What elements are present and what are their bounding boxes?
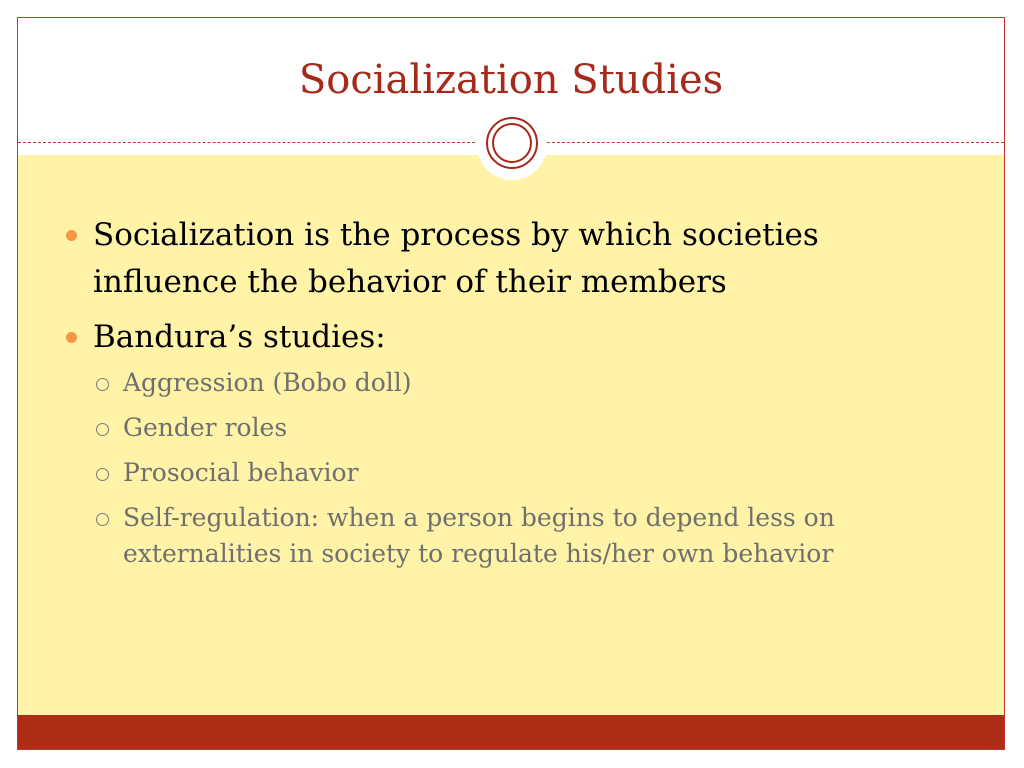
bullet-list	[63, 212, 943, 581]
hollow-circle-bullet-icon	[96, 423, 109, 436]
double-ring-ornament-icon	[486, 117, 538, 169]
sub-bullet-item	[63, 365, 943, 401]
hollow-circle-bullet-icon	[96, 378, 109, 391]
bullet-item	[63, 314, 943, 361]
hollow-circle-bullet-icon	[96, 468, 109, 481]
footer-bar	[18, 715, 1004, 749]
sub-bullet-item	[63, 455, 943, 491]
slide-title: Socialization Studies	[298, 57, 724, 103]
bullet-item	[63, 212, 943, 306]
sub-bullet-item	[63, 500, 943, 572]
bullet-text: Bandura’s studies:	[93, 319, 386, 355]
sub-bullet-text: Aggression (Bobo doll)	[123, 368, 412, 397]
hollow-circle-bullet-icon	[96, 513, 109, 526]
sub-bullet-item	[63, 410, 943, 446]
sub-bullet-text: Prosocial behavior	[123, 458, 359, 487]
sub-bullet-text: Gender roles	[123, 413, 288, 442]
filled-circle-bullet-icon	[66, 332, 77, 343]
filled-circle-bullet-icon	[66, 230, 77, 241]
ornament-inner-ring	[492, 123, 532, 163]
sub-bullet-text: Self-regulation: when a person begins to depend less on externalities in society to regulate his/her own behavior	[123, 503, 835, 568]
bullet-text: Socialization is the process by which societies influence the behavior of their members	[93, 217, 819, 300]
